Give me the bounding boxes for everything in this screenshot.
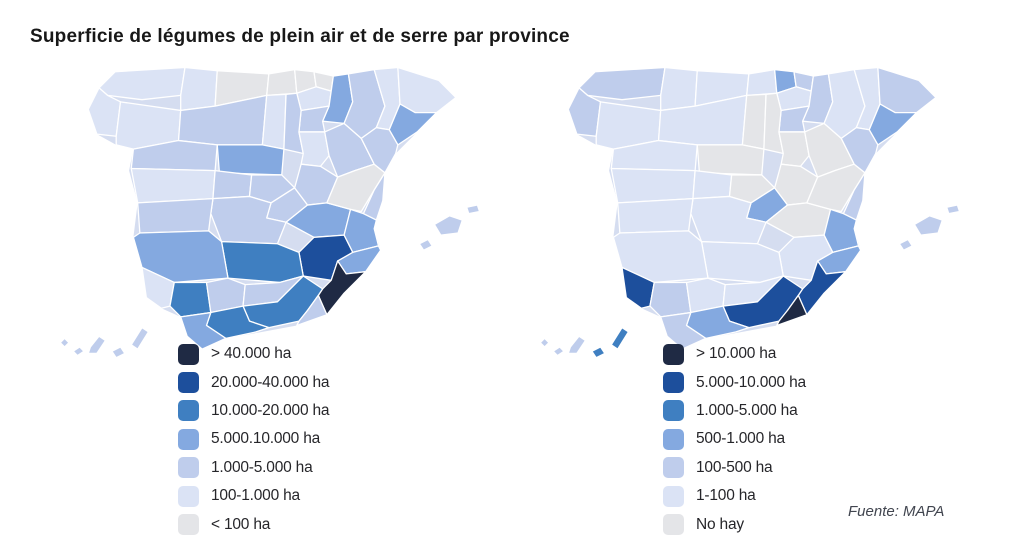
- province-palencia: [262, 94, 286, 149]
- legend-label: 10.000-20.000 ha: [211, 401, 330, 419]
- province-balearics: [419, 239, 432, 250]
- legend-label: 1-100 ha: [696, 487, 756, 505]
- province-girona: [398, 67, 456, 112]
- province-girona: [878, 67, 936, 112]
- province-laspalmas: [592, 347, 605, 358]
- province-tenerife: [568, 336, 585, 353]
- province-tenerife: [553, 347, 564, 356]
- legend-label: 5.000.10.000 ha: [211, 430, 321, 448]
- legend-swatch: [178, 486, 199, 507]
- legend-item: [663, 482, 863, 510]
- province-laspalmas: [611, 328, 628, 350]
- province-tenerife: [60, 338, 69, 347]
- legend-item: [663, 454, 863, 482]
- legend-item: [663, 340, 863, 368]
- legend-serre: [663, 340, 863, 539]
- province-salamanca: [131, 169, 215, 203]
- legend-swatch: [663, 486, 684, 507]
- legend-label: > 10.000 ha: [696, 345, 777, 363]
- province-tenerife: [88, 336, 105, 353]
- map-svg-plein-air: [56, 50, 486, 373]
- legend-swatch: [178, 400, 199, 421]
- province-caceres: [138, 199, 213, 233]
- legend-item: [663, 510, 863, 538]
- legend-item: [178, 482, 378, 510]
- legend-label: 5.000-10.000 ha: [696, 373, 806, 391]
- province-cantabria: [747, 70, 777, 96]
- legend-swatch: [178, 372, 199, 393]
- legend-swatch: [663, 400, 684, 421]
- legend-label: 100-1.000 ha: [211, 487, 300, 505]
- source-note: Fuente: MAPA: [848, 503, 945, 520]
- legend-label: 1.000-5.000 ha: [696, 401, 798, 419]
- chart-title: Superficie de légumes de plein air et de serre par province: [30, 26, 570, 47]
- legend-swatch: [663, 457, 684, 478]
- legend-item: [663, 368, 863, 396]
- legend-item: [178, 425, 378, 453]
- province-acoruna: [579, 67, 665, 99]
- province-tenerife: [540, 338, 549, 347]
- legend-label: > 40.000 ha: [211, 345, 292, 363]
- legend-item: [663, 425, 863, 453]
- province-balearics: [914, 216, 942, 235]
- legend-label: 500-1.000 ha: [696, 430, 785, 448]
- legend-item: [178, 368, 378, 396]
- province-palencia: [742, 94, 766, 149]
- province-valladolid: [217, 145, 284, 175]
- legend-label: 100-500 ha: [696, 458, 773, 476]
- province-balearics: [467, 205, 480, 214]
- province-balearics: [899, 239, 912, 250]
- legend-swatch: [663, 514, 684, 535]
- legend-item: [178, 510, 378, 538]
- province-sevilla: [650, 282, 691, 316]
- province-lugo: [181, 67, 218, 110]
- province-soria: [779, 132, 809, 166]
- map-svg-serre: [536, 50, 966, 373]
- legend-label: No hay: [696, 515, 744, 533]
- province-lugo: [661, 67, 698, 110]
- legend-swatch: [663, 429, 684, 450]
- map-serre: [536, 50, 966, 373]
- province-salamanca: [611, 169, 695, 203]
- legend-swatch: [663, 344, 684, 365]
- province-laspalmas: [131, 328, 148, 350]
- province-avila: [213, 171, 252, 199]
- legend-swatch: [663, 372, 684, 393]
- province-caceres: [618, 199, 693, 233]
- province-tenerife: [73, 347, 84, 356]
- legend-item: [663, 397, 863, 425]
- legend-item: [178, 454, 378, 482]
- legend-label: 20.000-40.000 ha: [211, 373, 330, 391]
- province-soria: [299, 132, 329, 166]
- legend-swatch: [178, 457, 199, 478]
- province-valladolid: [697, 145, 764, 175]
- legend-swatch: [178, 429, 199, 450]
- province-sevilla: [170, 282, 211, 316]
- map-plein-air: [56, 50, 486, 373]
- province-avila: [693, 171, 732, 199]
- province-acoruna: [99, 67, 185, 99]
- legend-label: < 100 ha: [211, 515, 271, 533]
- legend-plein-air: [178, 340, 378, 539]
- province-cantabria: [267, 70, 297, 96]
- province-balearics: [947, 205, 960, 214]
- legend-item: [178, 340, 378, 368]
- legend-label: 1.000-5.000 ha: [211, 458, 313, 476]
- province-laspalmas: [112, 347, 125, 358]
- legend-swatch: [178, 344, 199, 365]
- legend-swatch: [178, 514, 199, 535]
- legend-item: [178, 397, 378, 425]
- province-balearics: [434, 216, 462, 235]
